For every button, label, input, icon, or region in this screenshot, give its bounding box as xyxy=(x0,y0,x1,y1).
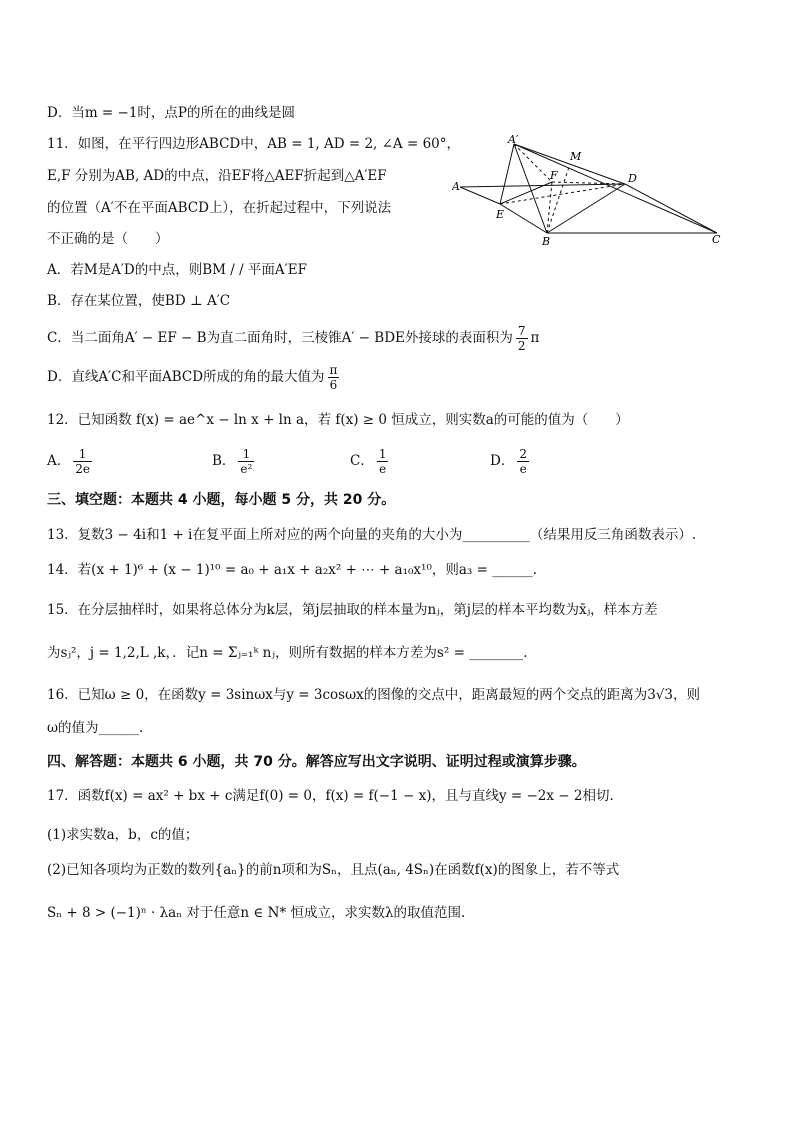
q11-option-c-fraction xyxy=(516,324,528,353)
option-fraction xyxy=(377,447,389,476)
q17-part-2: (2)已知各项均为正数的数列{aₙ}的前n项和为Sₙ，且点(aₙ, 4Sₙ)在函数f(x)的图象上，若不等式 xyxy=(47,862,620,878)
fraction-numerator: 1 xyxy=(73,447,92,462)
option-label: A． xyxy=(47,453,71,469)
section-4-heading: 四、解答题：本题共 6 小题，共 70 分。解答应写出文字说明、证明过程或演算步骤。 xyxy=(47,754,586,770)
q11-option-d xyxy=(47,363,342,392)
q13-stem: 13．复数3 − 4i和1 + i在复平面上所对应的两个向量的夹角的大小为__________（结果用反三角函数表示）. xyxy=(47,527,697,543)
q14-stem: 14．若(x + 1)⁶ + (x − 1)¹⁰ = a₀ + a₁x + a₂x² + ⋯ + a₁₀x¹⁰，则a₃ = ______. xyxy=(47,562,538,578)
fraction-numerator: 7 xyxy=(517,324,526,338)
fig-label-c: C xyxy=(712,233,721,246)
q11-option-d-text: D．直线A′C和平面ABCD所成的角的最大值为 xyxy=(47,369,325,385)
q11-option-b: B．存在某位置，使BD ⊥ A′C xyxy=(47,293,231,309)
q12-stem: 12．已知函数 f(x) = ae^x − ln x + ln a，若 f(x) ≥ 0 恒成立，则实数a的可能的值为（ ） xyxy=(47,412,629,428)
fraction-numerator: 1 xyxy=(378,447,387,461)
fig-label-e: E xyxy=(496,208,505,221)
fraction-denominator: 6 xyxy=(329,378,338,392)
q16-stem-line1: 16．已知ω ≥ 0，在函数y = 3sinωx与y = 3cosωx的图像的交点中，距离最短的两个交点的距离为3√3，则 xyxy=(47,687,700,703)
fraction-denominator: e² xyxy=(240,462,253,476)
q11-option-c-pi: π xyxy=(530,330,540,346)
q11-option-a: A．若M是A′D的中点，则BM / / 平面A′EF xyxy=(47,262,307,278)
q11-stem-line1: 11．如图，在平行四边形ABCD中，AB = 1, AD = 2, ∠A = 60°， xyxy=(47,136,461,152)
q17-part-1: (1)求实数a，b，c的值； xyxy=(47,827,199,843)
fig-label-b: B xyxy=(542,235,551,247)
option-label: B． xyxy=(212,453,236,469)
q11-option-d-fraction xyxy=(328,363,340,392)
fraction-numerator: 1 xyxy=(238,447,254,462)
fig-label-a: A xyxy=(452,180,460,193)
option-fraction xyxy=(238,447,254,476)
fraction-denominator: e xyxy=(379,462,387,476)
q17-part-2-continued: Sₙ + 8 > (−1)ⁿ · λaₙ 对于任意n ∈ N* 恒成立，求实数λ的取值范围. xyxy=(47,905,466,921)
q11-stem-line3: 的位置（A′不在平面ABCD上），在折起过程中，下列说法 xyxy=(47,200,392,216)
fig-label-m: M xyxy=(570,150,582,163)
option-label: C． xyxy=(350,453,374,469)
q15-stem-line1: 15．在分层抽样时，如果将总体分为k层，第j层抽取的样本量为nⱼ，第j层的样本平均数为x̄ⱼ，样本方差 xyxy=(47,602,658,618)
q17-stem: 17．函数f(x) = ax² + bx + c满足f(0) = 0，f(x) = f(−1 − x)，且与直线y = −2x − 2相切. xyxy=(47,788,614,804)
q15-stem-line2: 为sⱼ²，j = 1,2,L ,k，．记n = Σⱼ₌₁ᵏ nⱼ，则所有数据的样本方差为s² = ________. xyxy=(47,645,528,661)
q11-option-c xyxy=(47,324,539,353)
fig-label-f: F xyxy=(550,169,558,182)
section-3-heading: 三、填空题：本题共 4 小题，每小题 5 分，共 20 分。 xyxy=(47,492,396,508)
q11-option-c-text: C．当二面角A′ − EF − B为直二面角时，三棱锥A′ − BDE外接球的表面积为 xyxy=(47,330,513,346)
fraction-numerator: 2 xyxy=(519,447,527,461)
q12-option-d xyxy=(490,447,532,476)
fig-label-a-prime: A′ xyxy=(508,133,519,146)
option-fraction xyxy=(73,447,92,476)
q12-option-b xyxy=(212,447,257,476)
fraction-numerator: π xyxy=(329,363,338,377)
q10-option-d: D．当m = −1时，点P的所在的曲线是圆 xyxy=(47,105,296,121)
fraction-denominator: e xyxy=(519,462,527,476)
fig-label-d: D xyxy=(628,172,637,185)
option-label: D． xyxy=(490,453,515,469)
q12-option-a xyxy=(47,447,95,476)
fraction-denominator: 2 xyxy=(517,339,526,353)
q16-stem-line2: ω的值为______. xyxy=(47,720,144,736)
fraction-denominator: 2e xyxy=(75,462,90,476)
option-fraction xyxy=(517,447,529,476)
q11-figure xyxy=(452,132,732,247)
q11-stem-line4: 不正确的是（ ） xyxy=(47,231,169,247)
q11-stem-line2: E,F 分别为AB, AD的中点，沿EF将△AEF折起到△A′EF xyxy=(47,168,387,184)
q12-option-c xyxy=(350,447,391,476)
